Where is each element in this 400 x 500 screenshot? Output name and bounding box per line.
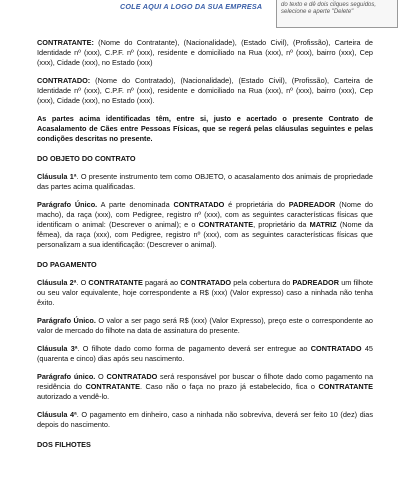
text-run: pela cobertura do <box>231 278 293 287</box>
text-run: A parte denominada <box>97 200 174 209</box>
party-name: MATRIZ <box>309 220 337 229</box>
contratante-paragraph <box>37 38 373 68</box>
section-heading-pagamento: DO PAGAMENTO <box>37 260 97 269</box>
text-run: O valor a ser pago será R$ (xxx) (Valor Expresso), preço este o correspondente ao valor de mercado do filhote na data de assinatura do presente. <box>37 316 373 335</box>
text-run: será responsável por buscar o filhote dado como pagamento na residência do <box>37 372 374 391</box>
text-run: O <box>95 372 107 381</box>
clausula-4-label: Cláusula 4ª <box>37 410 77 419</box>
paragrafo-unico-objeto <box>37 200 373 250</box>
text-run: . O <box>76 278 89 287</box>
clausula-2 <box>37 278 373 308</box>
intro-paragraph <box>37 114 373 144</box>
contract-body <box>37 38 373 458</box>
contratante-label: CONTRATANTE: <box>37 38 94 47</box>
section-heading-filhotes: DOS FILHOTES <box>37 440 91 449</box>
paragrafo-label: Parágrafo único. <box>37 372 96 381</box>
party-name: CONTRATADO <box>180 278 232 287</box>
party-name: CONTRATANTE <box>198 220 254 229</box>
text-run: autorizado a vendê-lo. <box>37 392 110 401</box>
text-run: . O pagamento em dinheiro, caso a ninhada não sobreviva, deverá ser feito 10 (dez) dias depois do nascimento. <box>37 410 373 429</box>
text-run: , proprietário da <box>253 220 310 229</box>
text-run: 45 (quarenta e cinco) dias após seu nascimento. <box>37 344 373 363</box>
contratado-text: (Nome do Contratado), (Nacionalidade), (Estado Civil), (Profissão), Carteira de Identidade nº (xxx), C.P.F. nº (xxx), residente e domiciliado na Rua (xxx), nº (xxx), bairro (xxx), Cep (xxx), Cidade (xxx), no Estado (xxx). <box>37 76 373 105</box>
contratante-text: (Nome do Contratante), (Nacionalidade), (Estado Civil), (Profissão), Carteira de Identidade nº (xxx), C.P.F. nº (xxx), residente e domiciliado na Rua (xxx), nº (xxx), bairro (xxx), Cep (xxx), Cidade (xxx), no Estado (xxx) <box>37 38 373 67</box>
clausula-1-label: Cláusula 1ª <box>37 172 77 181</box>
intro-text: As partes acima identificadas têm, entre si, justo e acertado o presente Contrato de Acasalamento de Cães entre Pessoas Físicas, que se regerá pelas cláusulas seguintes e pelas condições descritas no presente. <box>37 114 373 143</box>
text-run: . O filhote dado como forma de pagamento deverá ser entregue ao <box>77 344 311 353</box>
clausula-1 <box>37 172 373 192</box>
party-name: PADREADOR <box>292 278 340 287</box>
paragrafo-unico-pagamento <box>37 316 373 336</box>
section-heading-objeto: DO OBJETO DO CONTRATO <box>37 154 136 163</box>
text-run: . Caso não o faça no prazo já estabelecido, fica o <box>139 382 319 391</box>
text-run: pagará ao <box>142 278 181 287</box>
party-name: CONTRATANTE <box>88 278 143 287</box>
contratado-paragraph <box>37 76 373 106</box>
party-name: CONTRATADO <box>106 372 158 381</box>
party-name: CONTRATANTE <box>318 382 373 391</box>
paragrafo-unico-entrega <box>37 372 373 402</box>
document-header <box>0 0 400 28</box>
paragrafo-label: Parágrafo Único. <box>37 200 98 209</box>
text-run: (Nome do macho), da raça (xxx), com Pedigree, registro nº (xxx), com as seguintes características físicas que identificam o animal: (Descrever o animal); e o <box>37 200 373 229</box>
text-run: um filhote ou seu valor equivalente, hoje correspondente a R$ (xxx) (Valor expresso) caso a ninhada não tenha êxito. <box>37 278 373 307</box>
party-name: CONTRATADO <box>173 200 225 209</box>
logo-placeholder: COLE AQUI A LOGO DA SUA EMPRESA <box>120 2 263 11</box>
party-name: CONTRATADO <box>310 344 362 353</box>
party-name: PADREADOR <box>288 200 336 209</box>
clausula-3-label: Cláusula 3ª <box>37 344 78 353</box>
clausula-3 <box>37 344 373 364</box>
clausula-1-text: . O presente instrumento tem como OBJETO, o acasalamento dos animais de propriedade das partes acima qualificadas. <box>37 172 373 191</box>
text-run: (Nome da fêmea), da raça (xxx), com Pedigree, registro nº (xxx), com as seguintes características físicas que personalizam a sua identificação: (Descrever o animal). <box>37 220 374 249</box>
paragrafo-label: Parágrafo Único. <box>37 316 96 325</box>
party-name: CONTRATANTE <box>85 382 140 391</box>
text-run: é proprietária do <box>224 200 289 209</box>
clausula-4 <box>37 410 373 430</box>
instruction-note: do texto e dê dois cliques seguidos, selecione e aperte "Delete" <box>276 0 398 28</box>
contratado-label: CONTRATADO: <box>37 76 91 85</box>
clausula-2-label: Cláusula 2ª <box>37 278 77 287</box>
